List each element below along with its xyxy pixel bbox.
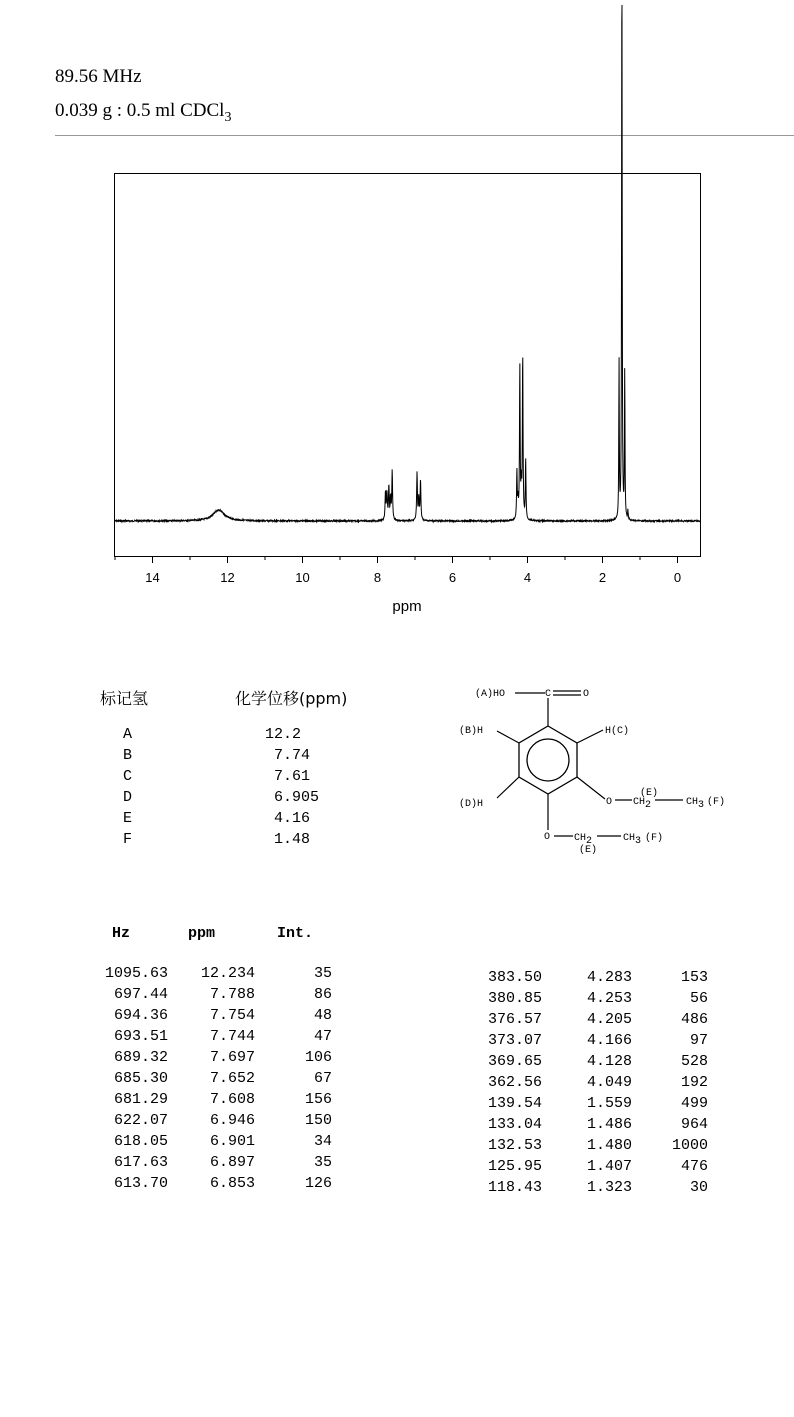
peak-hz: 613.70 xyxy=(113,1175,168,1192)
oxygen-2: O xyxy=(544,832,551,843)
molecule-structure xyxy=(455,680,755,860)
peak-hz: 622.07 xyxy=(113,1112,168,1129)
methyl-2-text: CH xyxy=(623,833,636,844)
peak-table-hz-header: Hz xyxy=(112,925,131,942)
x-tick-label: 14 xyxy=(145,570,160,585)
label-c: H(C) xyxy=(605,726,630,737)
assignment-label: B xyxy=(123,747,133,764)
label-e2: (E) xyxy=(579,845,598,856)
plot-frame xyxy=(115,174,701,557)
peak-ppm: 1.486 xyxy=(586,1116,632,1133)
peak-hz: 697.44 xyxy=(113,986,168,1003)
peak-intensity: 106 xyxy=(304,1049,332,1066)
peak-ppm: 7.754 xyxy=(209,1007,255,1024)
peak-hz: 618.05 xyxy=(113,1133,168,1150)
peak-ppm: 7.744 xyxy=(209,1028,255,1045)
peak-ppm: 12.234 xyxy=(200,965,255,982)
peak-hz: 125.95 xyxy=(487,1158,542,1175)
peak-table-ppm-header: ppm xyxy=(188,925,216,942)
peak-hz: 376.57 xyxy=(487,1011,542,1028)
methylene-1-text: CH xyxy=(633,797,646,808)
benzene-ring xyxy=(519,726,577,794)
peak-intensity: 486 xyxy=(680,1011,708,1028)
peak-intensity: 67 xyxy=(313,1070,332,1087)
peak-intensity: 499 xyxy=(680,1095,708,1112)
peak-hz: 380.85 xyxy=(487,990,542,1007)
methylene-1-sub: 2 xyxy=(645,800,652,811)
peak-hz: 139.54 xyxy=(487,1095,542,1112)
peak-ppm: 4.128 xyxy=(586,1053,632,1070)
x-axis-tick-labels xyxy=(145,570,681,585)
peak-ppm: 1.407 xyxy=(586,1158,632,1175)
x-tick-label: 6 xyxy=(448,570,457,585)
peak-ppm: 6.946 xyxy=(209,1112,255,1129)
peak-intensity: 35 xyxy=(313,965,332,982)
peak-ppm: 6.897 xyxy=(209,1154,255,1171)
nmr-spectrum-chart xyxy=(0,0,794,640)
peak-table-int-header: Int. xyxy=(277,925,314,942)
assignment-label: A xyxy=(123,726,133,743)
bond-ring-hb xyxy=(497,731,519,743)
peak-intensity: 156 xyxy=(304,1091,332,1108)
x-tick-label: 0 xyxy=(673,570,682,585)
assignment-shift: 12.2 xyxy=(265,726,302,743)
peak-intensity: 86 xyxy=(313,986,332,1003)
peak-hz: 369.65 xyxy=(487,1053,542,1070)
oxygen-1: O xyxy=(606,797,613,808)
peak-intensity: 56 xyxy=(689,990,708,1007)
aromatic-circle xyxy=(527,739,569,781)
methylene-1 xyxy=(633,797,651,811)
x-tick-label: 8 xyxy=(373,570,382,585)
peak-intensity: 35 xyxy=(313,1154,332,1171)
peak-hz: 693.51 xyxy=(113,1028,168,1045)
peak-ppm: 1.323 xyxy=(586,1179,632,1196)
peak-intensity: 126 xyxy=(304,1175,332,1192)
carbonyl-carbon: C xyxy=(545,689,552,700)
peak-intensity: 30 xyxy=(689,1179,708,1196)
x-axis-ticks xyxy=(115,556,678,563)
methyl-1 xyxy=(686,797,704,811)
methyl-1-sub: 3 xyxy=(698,800,705,811)
methylene-2-text: CH xyxy=(574,833,587,844)
peak-ppm: 1.559 xyxy=(586,1095,632,1112)
assignment-label: D xyxy=(123,789,133,806)
peak-hz: 681.29 xyxy=(113,1091,168,1108)
sample-subscript: 3 xyxy=(224,109,232,125)
spectrometer-frequency: 89.56 MHz xyxy=(55,66,142,87)
peak-ppm: 7.697 xyxy=(209,1049,255,1066)
spectrum-trace xyxy=(115,5,700,522)
peak-intensity: 528 xyxy=(680,1053,708,1070)
bond-ring-o1 xyxy=(577,777,605,799)
peak-intensity: 964 xyxy=(680,1116,708,1133)
label-d: (D)H xyxy=(459,799,484,810)
peak-hz: 685.30 xyxy=(113,1070,168,1087)
peak-intensity: 476 xyxy=(680,1158,708,1175)
assignment-shift: 7.74 xyxy=(265,747,311,764)
peak-intensity: 150 xyxy=(304,1112,332,1129)
assignment-label: C xyxy=(123,768,133,785)
label-f1: (F) xyxy=(707,797,726,808)
assignment-shift-header: 化学位移(ppm) xyxy=(235,689,348,708)
assignment-shift: 6.905 xyxy=(265,789,320,806)
peak-intensity: 153 xyxy=(680,969,708,986)
label-a: (A)HO xyxy=(475,689,506,700)
peak-hz: 373.07 xyxy=(487,1032,542,1049)
label-e1: (E) xyxy=(640,788,659,799)
assignment-label: E xyxy=(123,810,133,827)
peak-hz: 132.53 xyxy=(487,1137,542,1154)
peak-ppm: 4.166 xyxy=(586,1032,632,1049)
peak-ppm: 7.652 xyxy=(209,1070,255,1087)
peak-intensity: 1000 xyxy=(671,1137,708,1154)
peak-ppm: 7.608 xyxy=(209,1091,255,1108)
carbonyl-oxygen: O xyxy=(583,689,590,700)
peak-ppm: 4.283 xyxy=(586,969,632,986)
assignment-label: F xyxy=(123,831,133,848)
peak-hz: 118.43 xyxy=(487,1179,542,1196)
peak-ppm: 6.853 xyxy=(209,1175,255,1192)
x-tick-label: 12 xyxy=(220,570,235,585)
peak-ppm: 7.788 xyxy=(209,986,255,1003)
assignment-shift: 1.48 xyxy=(265,831,311,848)
assignment-label-header: 标记氢 xyxy=(100,689,149,708)
x-axis-label: ppm xyxy=(392,598,422,615)
peak-intensity: 47 xyxy=(313,1028,332,1045)
peak-hz: 362.56 xyxy=(487,1074,542,1091)
x-tick-label: 4 xyxy=(523,570,532,585)
peak-hz: 689.32 xyxy=(113,1049,168,1066)
peak-hz: 133.04 xyxy=(487,1116,542,1133)
peak-ppm: 6.901 xyxy=(209,1133,255,1150)
methyl-2 xyxy=(623,833,641,847)
peak-ppm: 4.253 xyxy=(586,990,632,1007)
x-tick-label: 2 xyxy=(598,570,607,585)
peak-intensity: 192 xyxy=(680,1074,708,1091)
peak-intensity: 48 xyxy=(313,1007,332,1024)
peak-hz: 617.63 xyxy=(113,1154,168,1171)
peak-intensity: 97 xyxy=(689,1032,708,1049)
x-tick-label: 10 xyxy=(295,570,310,585)
peak-ppm: 4.205 xyxy=(586,1011,632,1028)
methyl-2-sub: 3 xyxy=(635,836,642,847)
peak-hz: 383.50 xyxy=(487,969,542,986)
peak-hz: 1095.63 xyxy=(104,965,168,982)
bond-ring-hd xyxy=(497,777,519,798)
label-f2: (F) xyxy=(645,833,664,844)
bond-ring-hc xyxy=(577,730,603,743)
peak-ppm: 4.049 xyxy=(586,1074,632,1091)
label-b: (B)H xyxy=(459,726,484,737)
peak-hz: 694.36 xyxy=(113,1007,168,1024)
peak-intensity: 34 xyxy=(313,1133,332,1150)
assignment-shift: 7.61 xyxy=(265,768,311,785)
assignment-shift: 4.16 xyxy=(265,810,311,827)
methyl-1-text: CH xyxy=(686,797,699,808)
methylene-2-sub: 2 xyxy=(586,836,593,847)
peak-ppm: 1.480 xyxy=(586,1137,632,1154)
sample-text: 0.039 g : 0.5 ml CDCl xyxy=(55,100,225,121)
